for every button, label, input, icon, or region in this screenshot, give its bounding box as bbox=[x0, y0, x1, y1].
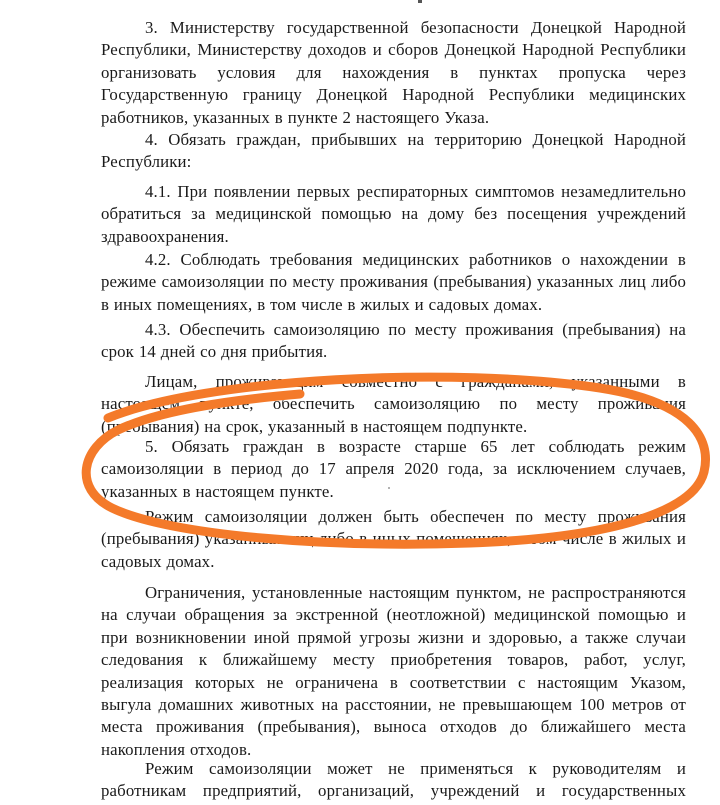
paragraph-4-1: 4.1. При появлении первых респираторных симптомов незамедлительно обратиться за медицинской помощью на дому без посещения учреждений здравоохранения. bbox=[101, 182, 686, 246]
paragraph-exemptions-cutoff: Режим самоизоляции может не применяться к руководителям и работникам предприятий, организаций, учреждений и государственных bbox=[101, 759, 686, 801]
paragraph-5-highlighted: 5. Обязать граждан в возрасте старше 65 лет соблюдать режим самоизоляции в период до 17 апреля 2020 года, за исключением случаев, указанных в настоящем пункте. bbox=[101, 437, 686, 501]
paragraph-4-3: 4.3. Обеспечить самоизоляцию по месту проживания (пребывания) на срок 14 дней со дня прибытия. bbox=[101, 320, 686, 362]
paragraph-4-2: 4.2. Соблюдать требования медицинских работников о нахождении в режиме самоизоляции по месту проживания (пребывания) указанных лиц либо в иных помещениях, в том числе в жилых и садовых домах. bbox=[101, 250, 686, 314]
paragraph-4: 4. Обязать граждан, прибывших на территорию Донецкой Народной Республики: bbox=[101, 130, 686, 172]
paragraph-restrictions-exceptions: Ограничения, установленные настоящим пунктом, не распространяются на случаи обращения за экстренной (неотложной) медицинской помощью и при возникновении иной прямой угрозы жизни и здоровью, а также случаи следования к ближайшему месту приобретения товаров, работ, услуг, реализация которых не ограничена в соответствии с настоящим Указом, выгула домашних животных на расстоянии, не превышающем 100 метров от места проживания (пребывания), выноса отходов до ближайшего места накопления отходов. bbox=[101, 583, 686, 759]
scan-mark bbox=[418, 0, 422, 3]
paragraph-self-isolation-place: Режим самоизоляции должен быть обеспечен по месту проживания (пребывания) указанных лиц либо в иных помещениях, в том числе в жилых и садовых домах. bbox=[101, 507, 686, 571]
paragraph-cohabitants: Лицам, проживающим совместно с гражданами, указанными в настоящем пункте, обеспечить самоизоляцию по месту проживания (пребывания) на срок, указанный в настоящем подпункте. bbox=[101, 372, 686, 436]
scan-speck bbox=[388, 487, 390, 489]
paragraph-3: 3. Министерству государственной безопасности Донецкой Народной Республики, Министерству доходов и сборов Донецкой Народной Республики организовать условия для нахождения в пунктах пропуска через Государственную границу Донецкой Народной Республики медицинских работников, указанных в пункте 2 настоящего Указа. bbox=[101, 18, 686, 127]
